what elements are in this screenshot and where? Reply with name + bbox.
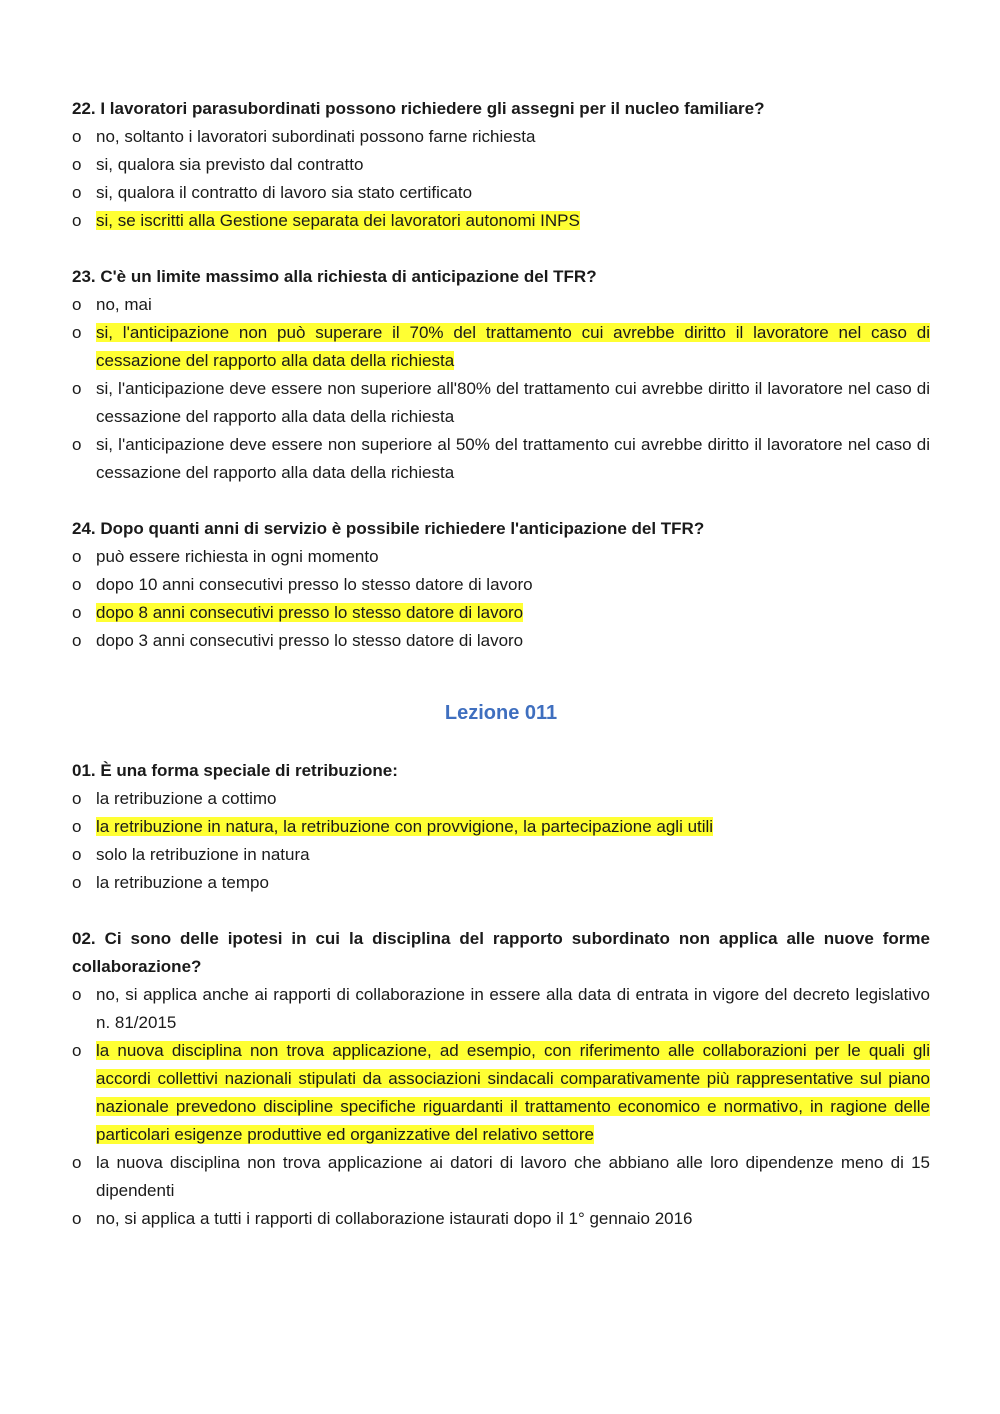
option-text: si, qualora sia previsto dal contratto xyxy=(96,155,364,174)
highlighted-answer-text: si, l'anticipazione non può superare il 70% del trattamento cui avrebbe diritto il lavoratore nel caso di cessazione del rapporto alla data della richiesta xyxy=(96,323,930,370)
option-bullet-icon: o xyxy=(72,603,82,622)
option-text-wrapper xyxy=(96,599,930,627)
answer-option xyxy=(72,841,930,869)
option-text-wrapper xyxy=(96,571,930,599)
option-text-wrapper xyxy=(96,627,930,655)
option-bullet-icon: o xyxy=(72,211,82,230)
option-text: la retribuzione a cottimo xyxy=(96,789,277,808)
lesson-title: Lezione 011 xyxy=(444,702,558,724)
option-bullet-icon: o xyxy=(72,1153,82,1172)
option-text-wrapper xyxy=(96,1205,930,1233)
answer-option-correct xyxy=(72,207,930,235)
option-text-wrapper xyxy=(96,431,930,487)
option-text: si, l'anticipazione deve essere non superiore al 50% del trattamento cui avrebbe diritto il lavoratore nel caso di cessazione del rapporto alla data della richiesta xyxy=(96,435,930,482)
question-block xyxy=(72,95,930,235)
option-bullet-icon: o xyxy=(72,1041,82,1060)
option-text-wrapper xyxy=(96,981,930,1037)
highlighted-answer-text: si, se iscritti alla Gestione separata dei lavoratori autonomi INPS xyxy=(96,211,580,230)
option-text-wrapper xyxy=(96,207,930,235)
answer-option-correct xyxy=(72,1037,930,1149)
option-text-wrapper xyxy=(96,123,930,151)
answer-option xyxy=(72,151,930,179)
answer-option-correct xyxy=(72,319,930,375)
option-bullet-icon: o xyxy=(72,155,82,174)
option-bullet-icon: o xyxy=(72,817,82,836)
option-text-wrapper xyxy=(96,1037,930,1149)
answer-option xyxy=(72,291,930,319)
option-text: si, qualora il contratto di lavoro sia stato certificato xyxy=(96,183,473,202)
answer-option xyxy=(72,179,930,207)
highlighted-answer-text: la nuova disciplina non trova applicazione, ad esempio, con riferimento alle collaborazioni per le quali gli accordi collettivi nazionali stipulati da associazioni sindacali comparativamente più rappresentative sul piano nazionale prevedono discipline specifiche riguardanti il trattamento economico e normativo, in ragione delle particolari esigenze produttive ed organizzative del relativo settore xyxy=(96,1041,930,1144)
option-bullet-icon: o xyxy=(72,1209,82,1228)
answer-option xyxy=(72,627,930,655)
option-text: può essere richiesta in ogni momento xyxy=(96,547,379,566)
page-content xyxy=(72,95,930,1261)
option-text-wrapper xyxy=(96,813,930,841)
option-bullet-icon: o xyxy=(72,845,82,864)
answer-option-correct xyxy=(72,599,930,627)
option-text: la nuova disciplina non trova applicazione ai datori di lavoro che abbiano alle loro dipendenze meno di 15 dipendenti xyxy=(96,1153,930,1200)
question-text: 01. È una forma speciale di retribuzione: xyxy=(72,761,398,780)
option-bullet-icon: o xyxy=(72,379,82,398)
answer-option xyxy=(72,543,930,571)
answer-option xyxy=(72,375,930,431)
option-text: si, l'anticipazione deve essere non superiore all'80% del trattamento cui avrebbe diritto il lavoratore nel caso di cessazione del rapporto alla data della richiesta xyxy=(96,379,930,426)
option-bullet-icon: o xyxy=(72,575,82,594)
option-bullet-icon: o xyxy=(72,323,82,342)
option-bullet-icon: o xyxy=(72,873,82,892)
option-text: la retribuzione a tempo xyxy=(96,873,269,892)
option-text-wrapper xyxy=(96,151,930,179)
option-text: no, si applica a tutti i rapporti di collaborazione istaurati dopo il 1° gennaio 2016 xyxy=(96,1209,693,1228)
highlighted-answer-text: la retribuzione in natura, la retribuzione con provvigione, la partecipazione agli utili xyxy=(96,817,714,836)
option-bullet-icon: o xyxy=(72,435,82,454)
option-bullet-icon: o xyxy=(72,547,82,566)
option-bullet-icon: o xyxy=(72,631,82,650)
option-text: no, mai xyxy=(96,295,152,314)
option-text-wrapper xyxy=(96,375,930,431)
option-text-wrapper xyxy=(96,319,930,375)
option-text-wrapper xyxy=(96,179,930,207)
option-text: no, si applica anche ai rapporti di collaborazione in essere alla data di entrata in vigore del decreto legislativo n. 81/2015 xyxy=(96,985,930,1032)
answer-option xyxy=(72,1205,930,1233)
option-text-wrapper xyxy=(96,1149,930,1205)
answer-option xyxy=(72,123,930,151)
option-text-wrapper xyxy=(96,841,930,869)
question-block xyxy=(72,515,930,655)
answer-option xyxy=(72,431,930,487)
option-text-wrapper xyxy=(96,543,930,571)
answer-option xyxy=(72,869,930,897)
option-bullet-icon: o xyxy=(72,985,82,1004)
option-text-wrapper xyxy=(96,869,930,897)
option-text-wrapper xyxy=(96,291,930,319)
option-bullet-icon: o xyxy=(72,295,82,314)
option-text: dopo 3 anni consecutivi presso lo stesso datore di lavoro xyxy=(96,631,524,650)
answer-option xyxy=(72,571,930,599)
option-text: dopo 10 anni consecutivi presso lo stesso datore di lavoro xyxy=(96,575,533,594)
answer-option xyxy=(72,1149,930,1205)
question-text: 22. I lavoratori parasubordinati possono richiedere gli assegni per il nucleo familiare? xyxy=(72,99,765,118)
option-text: solo la retribuzione in natura xyxy=(96,845,310,864)
answer-option xyxy=(72,981,930,1037)
question-block xyxy=(72,925,930,1233)
option-text-wrapper xyxy=(96,785,930,813)
question-text: 23. C'è un limite massimo alla richiesta di anticipazione del TFR? xyxy=(72,267,597,286)
question-text: 02. Ci sono delle ipotesi in cui la disciplina del rapporto subordinato non applica alle nuove forme collaborazione? xyxy=(72,929,930,976)
answer-option-correct xyxy=(72,813,930,841)
option-bullet-icon: o xyxy=(72,127,82,146)
question-block xyxy=(72,757,930,897)
option-text: no, soltanto i lavoratori subordinati possono farne richiesta xyxy=(96,127,536,146)
answer-option xyxy=(72,785,930,813)
highlighted-answer-text: dopo 8 anni consecutivi presso lo stesso datore di lavoro xyxy=(96,603,524,622)
question-block xyxy=(72,263,930,487)
question-section-1 xyxy=(72,95,930,655)
option-bullet-icon: o xyxy=(72,789,82,808)
option-bullet-icon: o xyxy=(72,183,82,202)
question-text: 24. Dopo quanti anni di servizio è possibile richiedere l'anticipazione del TFR? xyxy=(72,519,705,538)
question-section-2 xyxy=(72,757,930,1233)
